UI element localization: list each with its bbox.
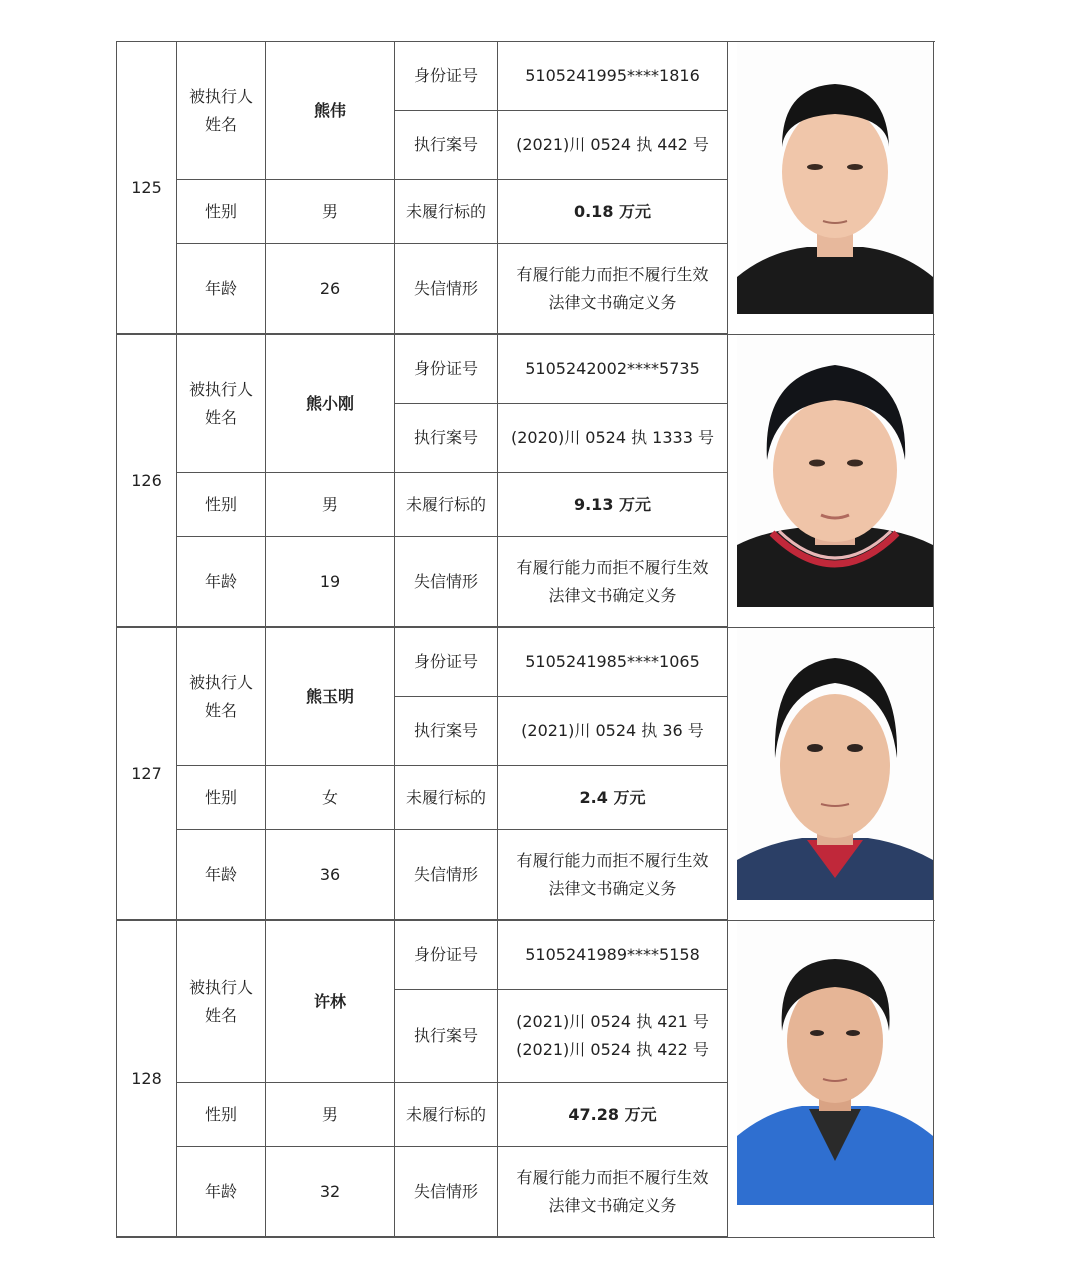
record-number: 128 xyxy=(117,921,177,1237)
case-number-2: (2021)川 0524 执 422 号 xyxy=(516,1040,709,1059)
portrait-icon xyxy=(737,921,933,1205)
case-number xyxy=(498,990,728,1083)
situation-line1: 有履行能力而拒不履行生效 xyxy=(516,557,709,577)
label-case: 执行案号 xyxy=(395,404,498,473)
person-photo xyxy=(737,42,933,314)
case-number-1: (2021)川 0524 执 36 号 xyxy=(521,721,704,740)
label-name-line2: 姓名 xyxy=(204,1005,237,1025)
age-value: 32 xyxy=(266,1147,395,1237)
label-case: 执行案号 xyxy=(395,990,498,1083)
label-situation: 失信情形 xyxy=(395,537,498,627)
label-name xyxy=(177,42,266,180)
label-age: 年龄 xyxy=(177,537,266,627)
label-situation: 失信情形 xyxy=(395,244,498,334)
label-case: 执行案号 xyxy=(395,697,498,766)
situation-line2: 法律文书确定义务 xyxy=(548,292,677,312)
photo-cell xyxy=(728,628,934,920)
portrait-icon xyxy=(737,628,933,900)
person-name: 熊小刚 xyxy=(266,335,395,473)
record-128 xyxy=(116,920,935,1238)
record-125 xyxy=(116,41,935,334)
situation-line1: 有履行能力而拒不履行生效 xyxy=(516,850,709,870)
gender-value: 女 xyxy=(266,766,395,830)
case-number-1: (2020)川 0524 执 1333 号 xyxy=(511,428,714,447)
person-photo xyxy=(737,335,933,607)
person-name: 许林 xyxy=(266,921,395,1083)
label-age: 年龄 xyxy=(177,244,266,334)
situation-line2: 法律文书确定义务 xyxy=(548,878,677,898)
id-number: 5105241995****1816 xyxy=(498,42,728,111)
label-amount: 未履行标的 xyxy=(395,1083,498,1147)
record-number: 125 xyxy=(117,42,177,334)
situation-line1: 有履行能力而拒不履行生效 xyxy=(516,1167,709,1187)
label-id: 身份证号 xyxy=(395,335,498,404)
record-126 xyxy=(116,334,935,627)
amount-value: 0.18 万元 xyxy=(498,180,728,244)
gender-value: 男 xyxy=(266,180,395,244)
case-number xyxy=(498,404,728,473)
situation-value xyxy=(498,244,728,334)
portrait-icon xyxy=(737,335,933,607)
amount-value: 9.13 万元 xyxy=(498,473,728,537)
gender-value: 男 xyxy=(266,1083,395,1147)
label-id: 身份证号 xyxy=(395,628,498,697)
label-case: 执行案号 xyxy=(395,111,498,180)
label-age: 年龄 xyxy=(177,1147,266,1237)
situation-value xyxy=(498,1147,728,1237)
situation-line1: 有履行能力而拒不履行生效 xyxy=(516,264,709,284)
label-id: 身份证号 xyxy=(395,42,498,111)
label-id: 身份证号 xyxy=(395,921,498,990)
label-name-line2: 姓名 xyxy=(204,407,237,427)
case-number xyxy=(498,697,728,766)
label-amount: 未履行标的 xyxy=(395,766,498,830)
label-name-line1: 被执行人 xyxy=(188,86,253,106)
amount-value: 47.28 万元 xyxy=(498,1083,728,1147)
gender-value: 男 xyxy=(266,473,395,537)
case-number-1: (2021)川 0524 执 421 号 xyxy=(516,1012,709,1031)
person-photo xyxy=(737,921,933,1205)
label-name-line1: 被执行人 xyxy=(188,977,253,997)
label-situation: 失信情形 xyxy=(395,1147,498,1237)
id-number: 5105242002****5735 xyxy=(498,335,728,404)
portrait-icon xyxy=(737,42,933,314)
situation-value xyxy=(498,537,728,627)
label-gender: 性别 xyxy=(177,766,266,830)
label-gender: 性别 xyxy=(177,180,266,244)
situation-line2: 法律文书确定义务 xyxy=(548,585,677,605)
person-photo xyxy=(737,628,933,900)
defaulter-table xyxy=(116,41,935,1238)
person-name: 熊玉明 xyxy=(266,628,395,766)
label-name-line1: 被执行人 xyxy=(188,672,253,692)
label-name xyxy=(177,628,266,766)
label-age: 年龄 xyxy=(177,830,266,920)
id-number: 5105241985****1065 xyxy=(498,628,728,697)
label-name-line1: 被执行人 xyxy=(188,379,253,399)
label-name-line2: 姓名 xyxy=(204,700,237,720)
photo-cell xyxy=(728,921,934,1237)
id-number: 5105241989****5158 xyxy=(498,921,728,990)
record-number: 127 xyxy=(117,628,177,920)
photo-cell xyxy=(728,42,934,334)
label-amount: 未履行标的 xyxy=(395,180,498,244)
label-gender: 性别 xyxy=(177,473,266,537)
age-value: 19 xyxy=(266,537,395,627)
situation-value xyxy=(498,830,728,920)
photo-cell xyxy=(728,335,934,627)
label-gender: 性别 xyxy=(177,1083,266,1147)
age-value: 36 xyxy=(266,830,395,920)
label-situation: 失信情形 xyxy=(395,830,498,920)
label-name xyxy=(177,921,266,1083)
age-value: 26 xyxy=(266,244,395,334)
label-name-line2: 姓名 xyxy=(204,114,237,134)
amount-value: 2.4 万元 xyxy=(498,766,728,830)
person-name: 熊伟 xyxy=(266,42,395,180)
case-number-1: (2021)川 0524 执 442 号 xyxy=(516,135,709,154)
label-amount: 未履行标的 xyxy=(395,473,498,537)
record-127 xyxy=(116,627,935,920)
situation-line2: 法律文书确定义务 xyxy=(548,1195,677,1215)
record-number: 126 xyxy=(117,335,177,627)
label-name xyxy=(177,335,266,473)
case-number xyxy=(498,111,728,180)
